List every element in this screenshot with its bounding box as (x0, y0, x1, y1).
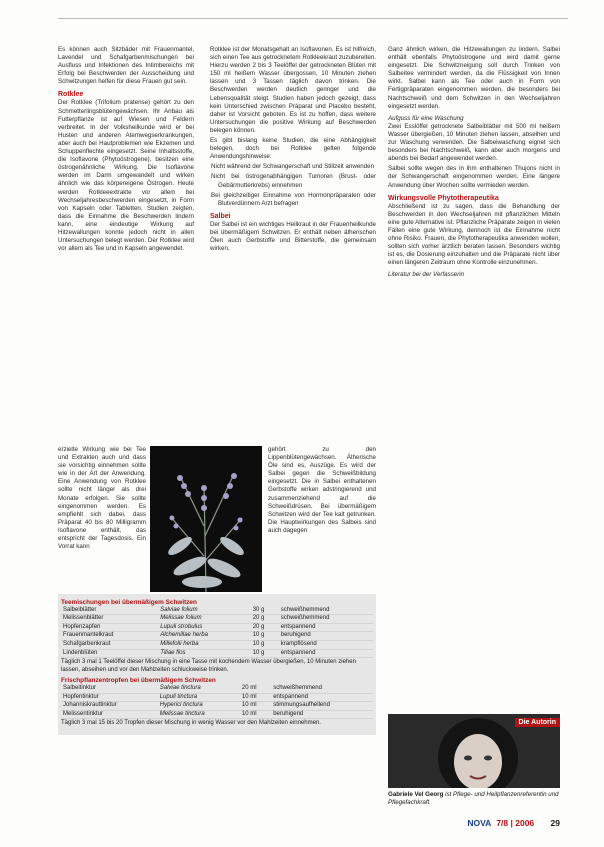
table-row (61, 615, 373, 624)
cell-name: Melissentinktur (61, 710, 158, 719)
col1-intro: Es können auch Sitzbäder mit Frauenmantel, Lavendel und Schafgarbenmischungen bei Ausfluss und Infektionen des Intimbereichs mit Erfolg bei Beschwerden der Ausscheidung und Schwitzungen helfen für diese Frauen gut sein. (58, 46, 194, 86)
bullet-item: Nicht während der Schwangerschaft und Stillzeit anwenden (211, 163, 375, 171)
subheading-waschung: Aufguss für eine Waschung (388, 114, 464, 122)
cell-name: Johanniskrauttinktur (61, 702, 158, 711)
column-middle (210, 46, 376, 255)
column-left (58, 46, 194, 255)
cell-latin: Salviae folium (158, 607, 250, 615)
cell-amount: 10 g (251, 649, 279, 658)
table-row (61, 693, 373, 702)
cell-name: Schafgarbenkraut (61, 640, 158, 649)
bullet-item: Nicht bei östrogenabhängigen Tumoren (Brust- oder Gebärmutterkrebs) einnehmen (211, 173, 376, 189)
author-label: Die Autorin (515, 718, 560, 727)
cell-amount: 10 ml (240, 710, 271, 719)
cell-name: Lindenblüten (61, 649, 158, 658)
col3-body3: Abschließend ist zu sagen, dass die Behandlung der Beschwerden in den Wechseljahren mit pflanzlichen Mitteln eine gute Alternative ist. Pflanzliche Präparate zeigen in vielen Fällen eine gute Wirkung, dennoch ist die Einnahme nicht ohne Risiko. Frauen, die Phytotherapeutika anwenden wollen, sollten sich vorher ärztlich beraten lassen. Besonders wichtig ist es, die Dosierung einzuhalten und die Präparate nicht über einen längeren Zeitraum ohne Kontrolle einzunehmen. (388, 202, 560, 267)
cell-name: Frauenmantelkraut (61, 632, 158, 641)
bullet-item: Bei gleichzeitiger Einnahme von Hormonpräparaten oder Blutverdünnern Arzt befragen (211, 191, 376, 207)
header-rule (58, 18, 568, 19)
col2-intro: Rotklee ist der Monatsgehalt an Isoflavonen. Es ist hilfreich, sich einen Tee aus getrocknetem Rotkleekraut zuzubereiten. Hierzu werden 2 bis 3 Teelöffel der getrockneten Blüten mit 150 ml heißem Wasser übergossen, 10 Minuten ziehen lassen und 3 Tassen täglich davon trinken. Die Beschwerden werden deutlich geringer und die Lebensqualität steigt. Studien haben jedoch gezeigt, dass kein Unterschied zwischen Präparat und Placebo besteht, daher ist Vorsicht geboten. Es ist zu hoffen, dass weitere Untersuchungen die positive Wirkung auf Beschwerden belegen können. (210, 46, 376, 134)
col3-intro: Ganz ähnlich wirken, die Hitzewallungen zu lindern. Salbei enthält ebenfalls Phytoöstrogene und wird damit gerne eingesetzt. Die Schwitzneigung soll durch Trinken von Salbeitee vermindert werden, da die Flüssigkeit von Innen wirkt. Salbei kann als Tee oder auch in Form von Fertigpräparaten eingenommen werden, die besonders bei Nachtschweiß und dem Schwitzen in den Wechseljahren eingesetzt werden. (388, 46, 560, 110)
col2-body: Der Salbei ist ein wichtiges Heilkraut in der Frauenheilkunde bei übermäßigem Schwitzen. Er enthält neben ätherischen Ölen auch Gerbstoffe und Bitterstoffe, die gemeinsam wirken. (210, 220, 376, 253)
cell-latin: Tiliae flos (158, 649, 250, 658)
author-role: ist Pflege- und Heilpflanzenreferentin und Pflegefachkraft. (388, 791, 559, 806)
author-photo (388, 714, 560, 788)
cell-effect: beruhigend (271, 710, 373, 719)
wrap-text-right: gehört zu den Lippenblütengewächsen. Ätherische Öle sind es, Auszüge. Es wird der Salbei gegen die Schweißbildung eingesetzt. Die in Salbei enthaltenen Gerbstoffe wirken adstringierend und zusammenziehend auf die Schweißdrüsen. Bei übermäßigem Schwitzen wird der Tee kalt getrunken. Die Hauptwirkungen des Salbeis sind auch dagegen (268, 446, 376, 534)
table-row (61, 632, 373, 641)
magazine-brand: NOVA (467, 818, 491, 828)
table-row (61, 685, 373, 693)
sage-plant-image (150, 446, 262, 592)
cell-latin: Alchemillae herba (158, 632, 250, 641)
tea-mix-table (61, 607, 373, 659)
tincture-table (61, 685, 373, 719)
cell-latin: Lupuli strobulus (158, 623, 250, 632)
page-footer (467, 818, 560, 828)
table-row (61, 607, 373, 615)
cell-latin: Salviae tinctura (158, 685, 240, 693)
cell-name: Melissenblätter (61, 615, 158, 624)
cell-name: Hopfenzapfen (61, 623, 158, 632)
table-row (61, 649, 373, 658)
page-number: 29 (550, 818, 560, 828)
cell-amount: 10 ml (240, 702, 271, 711)
issue-number: 7/8 | 2006 (496, 818, 535, 828)
col3-body1: Zwei Esslöffel getrocknete Salbeiblätter mit 500 ml heißem Wasser übergießen, 10 Minuten ziehen lassen, abseihen und zur Waschung verwenden. Die Salbeiwaschung eignet sich besonders bei Nachtschweiß, kann aber auch morgens und abends bei Bedarf angewendet werden. (388, 122, 560, 163)
cell-amount: 10 g (251, 640, 279, 649)
col3-body2: Salbei sollte wegen des in ihm enthaltenen Thujons nicht in der Schwangerschaft eingenommen werden. Eine längere Anwendung über Wochen sollte vermieden werden. (388, 165, 560, 189)
table1-note: Täglich 3 mal 1 Teelöffel dieser Mischung in eine Tasse mit kochendem Wasser übergießen, 10 Minuten ziehen lassen, abseihen und vor den Mahlzeiten schluckweise trinken. (61, 659, 356, 673)
author-caption (388, 791, 560, 807)
heading-salbei: Salbei (210, 212, 231, 220)
table-row (61, 640, 373, 649)
cell-effect: beruhigend (279, 632, 373, 641)
cell-effect: entspannend (279, 623, 373, 632)
cell-effect: entspannend (279, 649, 373, 658)
cell-latin: Hyperici tinctura (158, 702, 240, 711)
table-row (61, 702, 373, 711)
cell-amount: 10 g (251, 632, 279, 641)
sage-plant-illustration (150, 446, 262, 592)
literature-credit: Literatur bei der Verfasserin (388, 271, 465, 279)
table-row (61, 710, 373, 719)
cell-amount: 30 g (251, 607, 279, 615)
cell-latin: Millefolii herba (158, 640, 250, 649)
cell-name: Hopfentinktur (61, 693, 158, 702)
cell-amount: 20 g (251, 615, 279, 624)
table2-title: Frischpflanzentropfen bei übermäßigem Schwitzen (61, 677, 216, 685)
cell-amount: 20 ml (240, 685, 271, 693)
cell-latin: Melissae tinctura (158, 710, 240, 719)
cell-latin: Lupuli tinctura (158, 693, 240, 702)
cell-effect: schweißhemmend (271, 685, 373, 693)
cell-effect: krampflösend (279, 640, 373, 649)
table-row (61, 623, 373, 632)
col2-intro2: Es gibt bislang keine Studien, die eine Abhängigkeit belegen, doch bei Rotklee gelten folgende Anwendungshinweise: (210, 137, 376, 161)
cell-amount: 20 g (251, 623, 279, 632)
col1-body: Der Rotklee (Trifolium pratense) gehört zu den Schmetterlingsblütengewächsen. Ihr Anbau als Futterpflanze ist auf Wiesen und Feldern verbreitet. In der Volksheilkunde wird er bei Husten und anderen Atemwegserkrankungen, aber auch bei Hautproblemen wie Ekzemen und Schuppenflechte eingesetzt. Seine Inhaltsstoffe, die Isoflavone (Phytoöstrogene), besitzen eine östrogenähnliche Wirkung. Die Isoflavone werden im Darm umgewandelt und wirken ähnlich wie das körpereigene Östrogen. Heute werden Rotkleeextrakte vor allem bei Wechseljahresbeschwerden eingesetzt, in Form von Kapseln oder Tabletten. Studien zeigten, dass die Einnahme die Beschwerden lindern kann, eine eindeutige Wirkung auf Hitzewallungen konnte jedoch nicht in allen Untersuchungen belegt werden. Der Rotklee wird vor allem als Tee und in Kapseln angewendet. (58, 99, 194, 253)
heading-phytotherapeutika: Wirkungsvolle Phytotherapeutika (388, 194, 499, 202)
cell-effect: schweißhemmend (279, 607, 373, 615)
table1-title: Teemischungen bei übermäßigem Schwitzen (61, 599, 197, 606)
remedy-tables-box (58, 594, 376, 735)
cell-amount: 10 ml (240, 693, 271, 702)
cell-latin: Melissae folium (158, 615, 250, 624)
column-right (388, 46, 560, 281)
wrap-text-left: erzielte Wirkung wie bei Tee und Extrakten auch und dass sie vorsichtig einnehmen sollte wie in der Art der Anwendung. Eine Anwendung von Rotklee sollte nicht länger als drei Monate erfolgen. Sie sollte eingenommen werden. Es empfiehlt sich dabei, dass Präparat 40 bis 80 Milligramm Isoflavone enthält, das entspricht der Tagesdosis. Ein Vorrat kann (58, 446, 146, 551)
author-name: Gabriele Vel Georg (388, 791, 444, 798)
cell-effect: schweißhemmend (279, 615, 373, 624)
cell-name: Salbeitinktur (61, 685, 158, 693)
cell-effect: stimmungsaufhellend (271, 702, 373, 711)
heading-rotklee: Rotklee (58, 91, 84, 99)
cell-effect: entspannend (271, 693, 373, 702)
cell-name: Salbeiblätter (61, 607, 158, 615)
table2-note: Täglich 3 mal 15 bis 20 Tropfen dieser Mischung in wenig Wasser vor den Mahlzeiten einnehmen. (61, 720, 321, 727)
